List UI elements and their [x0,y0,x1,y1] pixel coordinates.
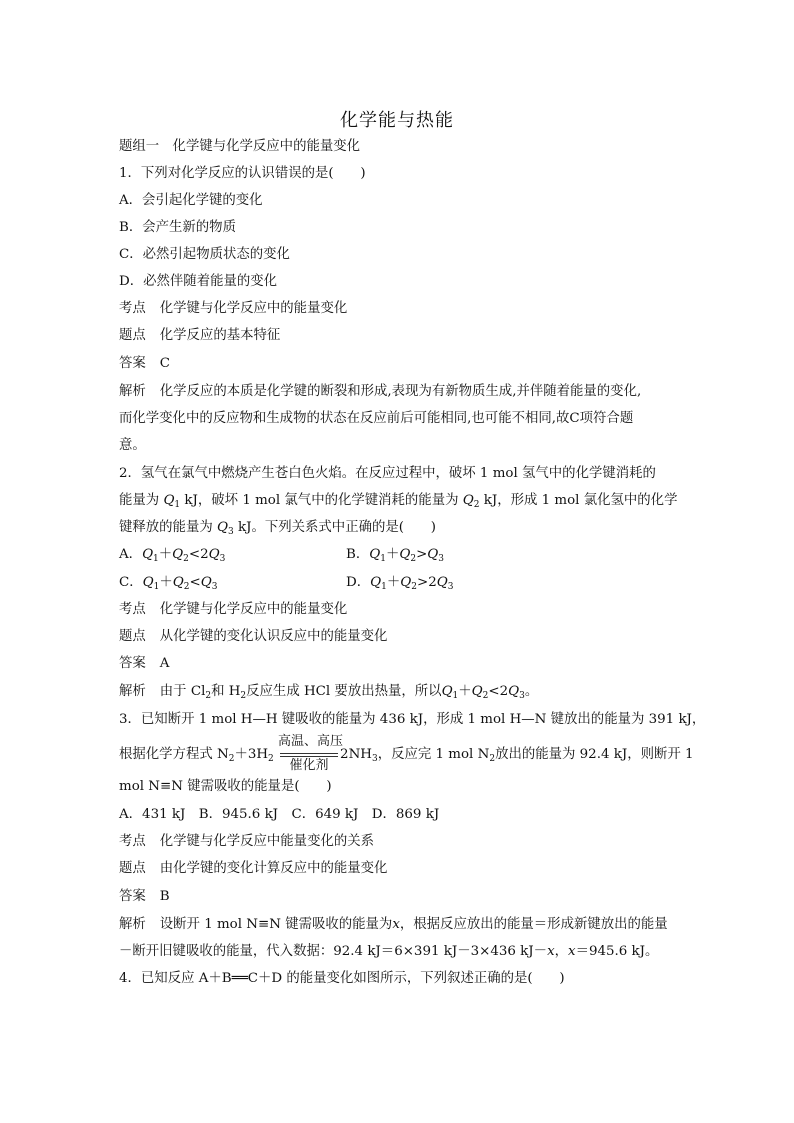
relation: <2 [488,684,509,699]
plus: ＋ [159,575,173,590]
text: ＝945.6 kJ。 [575,944,659,959]
subscript: 2 [183,582,190,592]
subscript: 2 [228,754,235,764]
q-symbol: Q [462,493,474,508]
q-symbol: Q [441,684,453,699]
q3-options: A．431 kJ B．945.6 kJ C．649 kJ D．869 kJ [119,807,440,822]
kaodian-text: 化学键与化学反应中的能量变化 [159,301,348,316]
q2-option-d [346,574,453,593]
arrow-line [280,753,338,754]
text: ，反应完 1 mol N [377,747,490,762]
relation: <2 [188,547,209,562]
relation: < [189,575,201,590]
option-label: A． [119,547,143,562]
text: 根据化学方程式 N [119,747,229,762]
q-symbol: Q [370,575,382,590]
q3-tidian [119,860,387,878]
text: kJ，破坏 1 mol 氯气中的化学键消耗的能量为 [184,493,459,508]
subscript: 1 [452,691,459,701]
kaodian-text: 化学键与化学反应中能量变化的关系 [159,834,375,849]
subscript: 2 [411,582,417,592]
subscript: 3 [447,582,454,592]
q2-stem-3 [119,519,436,538]
analysis-text: 化学反应的本质是化学键的断裂和形成,表现为有新物质生成,并伴随着能量的变化, [159,384,642,399]
page-title: 化学能与热能 [340,110,454,131]
q3-kaodian [119,833,374,851]
tidian-text: 化学反应的基本特征 [159,328,281,343]
variable-x: x [547,944,555,959]
plus: ＋ [458,684,472,699]
q-symbol: Q [200,575,212,590]
tidian-label: 题点 [119,861,146,876]
q3-stem-1: 3．已知断开 1 mol H—H 键吸收的能量为 436 kJ，形成 1 mol H—N 键放出的能量为 391 kJ， [119,712,706,727]
arrow-condition-top: 高温、高压 [278,734,344,749]
q1-analysis-2: 而化学变化中的反应物和生成物的状态在反应前后可能相同,也可能不相同,故C项符合题 [119,411,634,426]
q-symbol: Q [142,575,154,590]
variable-x: x [568,944,576,959]
subscript: 2 [183,554,189,564]
subscript: 3 [219,554,226,564]
text: 反应生成 HCl 要放出热量，所以 [246,684,442,699]
subscript: 1 [153,582,160,592]
q-symbol: Q [436,575,448,590]
relation: > [416,547,428,562]
reaction-arrow [278,734,344,773]
subscript: 2 [489,754,496,764]
answer-value: C [159,356,171,371]
text: 放出的能量为 92.4 kJ，则断开 1 [495,747,694,762]
q3-analysis-1 [119,916,668,934]
q-symbol: Q [400,575,412,590]
group-heading: 题组一 化学键与化学反应中的能量变化 [119,139,361,154]
subscript: 1 [174,500,181,510]
subscript: 2 [473,500,480,510]
arrow-condition-bottom: 催化剂 [289,758,329,773]
q3-answer [119,888,170,906]
q1-option-d: D．必然伴随着能量的变化 [119,274,278,289]
text: 设断开 1 mol N≡N 键需吸收的能量为 [159,917,393,932]
tidian-label: 题点 [119,629,146,644]
q2-analysis [119,683,538,702]
text: 键释放的能量为 [119,520,213,535]
q2-tidian [119,628,387,646]
text: －断开旧键吸收的能量，代入数据：92.4 kJ＝6×391 kJ－3×436 kJ－ [119,944,548,959]
answer-label: 答案 [119,356,146,371]
subscript: 1 [381,582,387,592]
q2-answer [119,655,169,673]
q-symbol: Q [208,547,220,562]
q-symbol: Q [508,684,520,699]
q2-stem-2 [119,492,677,511]
option-label: B． [346,547,370,562]
answer-label: 答案 [119,656,146,671]
q1-tidian [119,327,280,345]
text: 和 H [211,684,241,699]
subscript: 3 [519,691,525,701]
q1-option-c: C．必然引起物质状态的变化 [119,247,290,262]
q-symbol: Q [471,684,483,699]
analysis-label: 解析 [119,384,146,399]
q2-kaodian [119,601,347,619]
text: kJ。下列关系式中正确的是( ) [237,520,436,535]
text: kJ，形成 1 mol 氯化氢中的化学 [483,493,678,508]
q1-option-a: A．会引起化学键的变化 [119,193,263,208]
q-symbol: Q [142,547,154,562]
subscript: 1 [153,554,159,564]
q2-option-a [119,546,225,565]
q-symbol: Q [172,575,184,590]
subscript: 3 [211,582,218,592]
q-symbol: Q [172,547,184,562]
q1-analysis-1 [119,383,641,401]
q3-analysis-2 [119,943,658,961]
text: 能量为 [119,493,160,508]
q3-stem-3: mol N≡N 键需吸收的能量是( ) [119,779,332,794]
plus: ＋ [385,547,400,562]
answer-value: A [159,656,170,671]
q-symbol: Q [399,547,411,562]
q3-stem-2 [119,734,694,773]
q2-stem-1: 2．氢气在氯气中燃烧产生苍白色火焰。在反应过程中，破坏 1 mol 氢气中的化学键消耗的 [119,466,656,481]
subscript: 2 [268,754,274,764]
q1-analysis-3: 意。 [119,438,146,453]
text: 。 [524,684,539,699]
subscript: 2 [482,691,489,701]
tidian-text: 由化学键的变化计算反应中的能量变化 [159,861,388,876]
q2-option-b [346,546,444,565]
subscript: 3 [227,527,234,537]
q1-kaodian [119,300,347,318]
q-symbol: Q [163,493,175,508]
answer-label: 答案 [119,889,146,904]
kaodian-label: 考点 [119,301,146,316]
text: ， [554,944,569,959]
option-label: C． [119,575,143,590]
relation: >2 [416,575,437,590]
q-symbol: Q [217,520,228,535]
plus: ＋ [158,547,173,562]
text: 2NH [340,747,372,762]
text: 由于 Cl [159,684,206,699]
subscript: 1 [380,554,386,564]
kaodian-label: 考点 [119,834,146,849]
subscript: 2 [205,691,212,701]
subscript: 2 [240,691,247,701]
q1-answer [119,355,170,373]
variable-x: x [392,917,400,932]
text: ，根据反应放出的能量＝形成新键放出的能量 [399,917,668,932]
option-label: D． [346,575,371,590]
q-symbol: Q [369,547,381,562]
answer-value: B [159,889,170,904]
subscript: 3 [438,554,445,564]
plus: ＋ [386,575,401,590]
subscript: 2 [410,554,417,564]
tidian-text: 从化学键的变化认识反应中的能量变化 [159,629,388,644]
kaodian-text: 化学键与化学反应中的能量变化 [159,602,348,617]
analysis-label: 解析 [119,917,146,932]
q2-option-c [119,574,217,593]
q-symbol: Q [427,547,439,562]
text: ＋3H [234,747,269,762]
q4-stem: 4．已知反应 A＋B══C＋D 的能量变化如图所示，下列叙述正确的是( ) [119,971,565,986]
subscript: 3 [371,754,378,764]
kaodian-label: 考点 [119,602,146,617]
tidian-label: 题点 [119,328,146,343]
q1-option-b: B．会产生新的物质 [119,220,236,235]
analysis-label: 解析 [119,684,146,699]
q1-stem: 1．下列对化学反应的认识错误的是( ) [119,166,366,181]
